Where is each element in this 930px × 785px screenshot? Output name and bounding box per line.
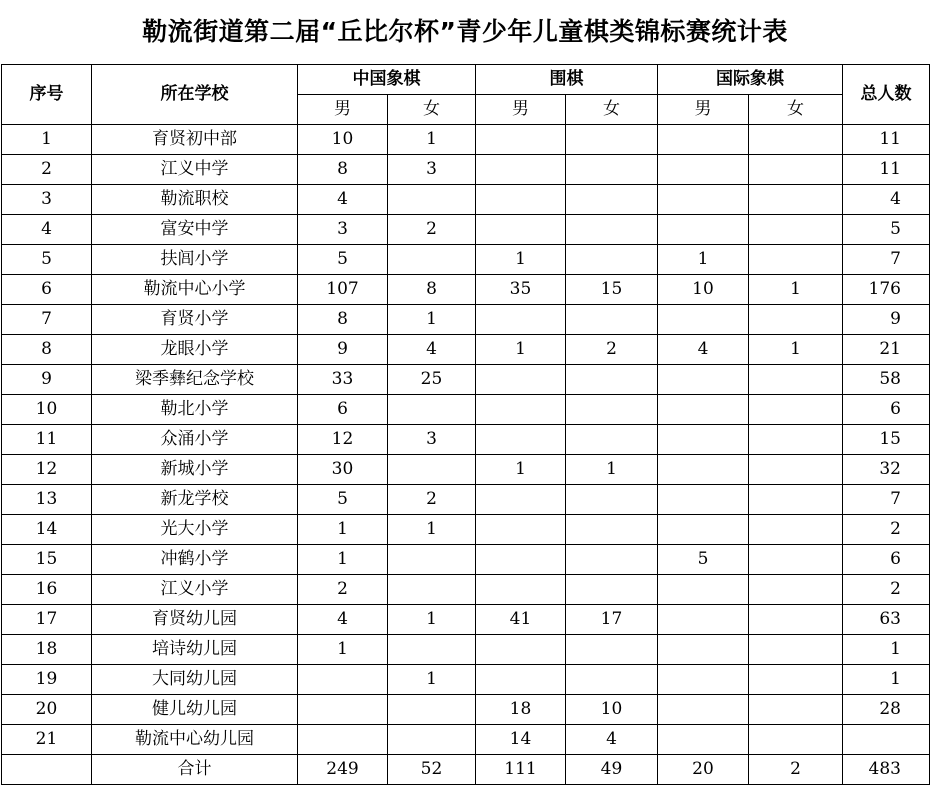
cell-weiqi-male	[476, 425, 566, 455]
summary-label: 合计	[92, 755, 298, 785]
summary-chess-male: 20	[658, 755, 749, 785]
cell-school: 健儿幼儿园	[92, 695, 298, 725]
cell-total: 58	[843, 365, 930, 395]
cell-chess-male	[658, 575, 749, 605]
cell-no: 8	[2, 335, 92, 365]
cell-weiqi-female	[566, 515, 658, 545]
cell-chess-female	[749, 425, 843, 455]
cell-school: 大同幼儿园	[92, 665, 298, 695]
cell-chess-male	[658, 155, 749, 185]
table-row	[2, 575, 930, 605]
cell-chess-male	[658, 485, 749, 515]
table-row	[2, 395, 930, 425]
cell-weiqi-female	[566, 425, 658, 455]
header-xiangqi-male: 男	[298, 95, 388, 125]
cell-weiqi-female	[566, 635, 658, 665]
cell-no: 16	[2, 575, 92, 605]
cell-chess-male	[658, 635, 749, 665]
cell-total: 11	[843, 125, 930, 155]
cell-weiqi-male	[476, 185, 566, 215]
cell-no: 21	[2, 725, 92, 755]
header-weiqi-male: 男	[476, 95, 566, 125]
cell-xiangqi-male: 1	[298, 635, 388, 665]
cell-school: 江义中学	[92, 155, 298, 185]
cell-xiangqi-male: 1	[298, 545, 388, 575]
summary-xiangqi-male: 249	[298, 755, 388, 785]
cell-chess-male: 5	[658, 545, 749, 575]
cell-no: 20	[2, 695, 92, 725]
cell-weiqi-female	[566, 545, 658, 575]
summary-weiqi-female: 49	[566, 755, 658, 785]
table-row	[2, 605, 930, 635]
cell-chess-male	[658, 695, 749, 725]
cell-no: 4	[2, 215, 92, 245]
cell-no: 1	[2, 125, 92, 155]
cell-xiangqi-male: 1	[298, 515, 388, 545]
cell-weiqi-female: 4	[566, 725, 658, 755]
table-row	[2, 425, 930, 455]
cell-chess-male	[658, 215, 749, 245]
cell-no: 10	[2, 395, 92, 425]
cell-xiangqi-male: 4	[298, 605, 388, 635]
cell-chess-female: 1	[749, 335, 843, 365]
cell-no: 11	[2, 425, 92, 455]
page-title: 勒流街道第二届“丘比尔杯”青少年儿童棋类锦标赛统计表	[142, 17, 788, 46]
cell-total: 11	[843, 155, 930, 185]
cell-chess-female	[749, 125, 843, 155]
cell-chess-male	[658, 515, 749, 545]
cell-xiangqi-female: 1	[388, 665, 476, 695]
cell-no: 12	[2, 455, 92, 485]
cell-no: 15	[2, 545, 92, 575]
cell-xiangqi-male: 5	[298, 485, 388, 515]
cell-chess-male: 4	[658, 335, 749, 365]
table-row	[2, 155, 930, 185]
cell-school: 培诗幼儿园	[92, 635, 298, 665]
summary-no	[2, 755, 92, 785]
header-weiqi-female: 女	[566, 95, 658, 125]
cell-chess-female: 1	[749, 275, 843, 305]
cell-school: 江义小学	[92, 575, 298, 605]
table-row	[2, 725, 930, 755]
cell-weiqi-male: 1	[476, 455, 566, 485]
table-row	[2, 485, 930, 515]
cell-weiqi-female: 2	[566, 335, 658, 365]
table-row	[2, 275, 930, 305]
cell-xiangqi-female: 1	[388, 125, 476, 155]
cell-chess-female	[749, 515, 843, 545]
summary-chess-female: 2	[749, 755, 843, 785]
cell-no: 14	[2, 515, 92, 545]
cell-xiangqi-male: 5	[298, 245, 388, 275]
cell-weiqi-female	[566, 125, 658, 155]
cell-school: 育贤小学	[92, 305, 298, 335]
cell-weiqi-female	[566, 575, 658, 605]
cell-xiangqi-male: 4	[298, 185, 388, 215]
cell-school: 育贤幼儿园	[92, 605, 298, 635]
cell-weiqi-female: 1	[566, 455, 658, 485]
cell-school: 龙眼小学	[92, 335, 298, 365]
cell-chess-male	[658, 425, 749, 455]
cell-school: 育贤初中部	[92, 125, 298, 155]
header-chess-male: 男	[658, 95, 749, 125]
cell-xiangqi-female: 1	[388, 515, 476, 545]
table-row	[2, 545, 930, 575]
summary-xiangqi-female: 52	[388, 755, 476, 785]
cell-xiangqi-male: 9	[298, 335, 388, 365]
cell-weiqi-male: 1	[476, 245, 566, 275]
cell-xiangqi-male: 6	[298, 395, 388, 425]
cell-xiangqi-male: 3	[298, 215, 388, 245]
cell-xiangqi-male: 8	[298, 155, 388, 185]
header-no: 序号	[2, 65, 92, 125]
cell-xiangqi-male: 107	[298, 275, 388, 305]
cell-school: 勒北小学	[92, 395, 298, 425]
cell-xiangqi-female	[388, 395, 476, 425]
table-row	[2, 365, 930, 395]
cell-school: 众涌小学	[92, 425, 298, 455]
cell-xiangqi-male: 10	[298, 125, 388, 155]
cell-school: 勒流职校	[92, 185, 298, 215]
stats-table	[1, 64, 930, 785]
cell-xiangqi-female	[388, 545, 476, 575]
cell-weiqi-male	[476, 155, 566, 185]
cell-school: 冲鹤小学	[92, 545, 298, 575]
cell-weiqi-male: 41	[476, 605, 566, 635]
cell-weiqi-female: 17	[566, 605, 658, 635]
cell-chess-female	[749, 605, 843, 635]
cell-xiangqi-female: 4	[388, 335, 476, 365]
cell-school: 新龙学校	[92, 485, 298, 515]
cell-total: 6	[843, 395, 930, 425]
cell-weiqi-female: 15	[566, 275, 658, 305]
cell-xiangqi-female: 3	[388, 155, 476, 185]
cell-school: 光大小学	[92, 515, 298, 545]
cell-xiangqi-male	[298, 665, 388, 695]
cell-total: 2	[843, 575, 930, 605]
cell-chess-female	[749, 635, 843, 665]
cell-weiqi-female	[566, 485, 658, 515]
table-row	[2, 335, 930, 365]
cell-xiangqi-female	[388, 695, 476, 725]
cell-xiangqi-female: 1	[388, 305, 476, 335]
cell-school: 新城小学	[92, 455, 298, 485]
cell-chess-female	[749, 185, 843, 215]
cell-chess-female	[749, 215, 843, 245]
cell-total: 63	[843, 605, 930, 635]
cell-total: 15	[843, 425, 930, 455]
cell-school: 扶闾小学	[92, 245, 298, 275]
summary-total: 483	[843, 755, 930, 785]
table-row	[2, 215, 930, 245]
cell-weiqi-male	[476, 215, 566, 245]
cell-total: 5	[843, 215, 930, 245]
cell-xiangqi-female: 25	[388, 365, 476, 395]
cell-weiqi-female	[566, 305, 658, 335]
cell-xiangqi-female	[388, 575, 476, 605]
cell-chess-female	[749, 545, 843, 575]
cell-chess-male	[658, 665, 749, 695]
cell-xiangqi-female	[388, 455, 476, 485]
summary-weiqi-male: 111	[476, 755, 566, 785]
cell-total: 1	[843, 665, 930, 695]
table-row	[2, 125, 930, 155]
cell-no: 19	[2, 665, 92, 695]
cell-no: 5	[2, 245, 92, 275]
cell-no: 17	[2, 605, 92, 635]
cell-weiqi-male	[476, 635, 566, 665]
cell-weiqi-female	[566, 185, 658, 215]
cell-chess-male	[658, 395, 749, 425]
table-row	[2, 185, 930, 215]
cell-xiangqi-female	[388, 635, 476, 665]
header-xiangqi: 中国象棋	[298, 65, 476, 95]
cell-weiqi-female	[566, 155, 658, 185]
cell-chess-female	[749, 395, 843, 425]
cell-no: 3	[2, 185, 92, 215]
cell-weiqi-female: 10	[566, 695, 658, 725]
cell-school: 勒流中心幼儿园	[92, 725, 298, 755]
cell-xiangqi-female: 8	[388, 275, 476, 305]
table-row	[2, 695, 930, 725]
cell-school: 梁季彝纪念学校	[92, 365, 298, 395]
cell-xiangqi-male: 33	[298, 365, 388, 395]
cell-total: 6	[843, 545, 930, 575]
cell-chess-female	[749, 365, 843, 395]
cell-chess-female	[749, 725, 843, 755]
table-row	[2, 305, 930, 335]
cell-total: 28	[843, 695, 930, 725]
cell-weiqi-male	[476, 545, 566, 575]
cell-xiangqi-female: 3	[388, 425, 476, 455]
cell-xiangqi-male: 2	[298, 575, 388, 605]
header-total: 总人数	[843, 65, 930, 125]
cell-weiqi-male	[476, 305, 566, 335]
cell-total: 7	[843, 245, 930, 275]
cell-no: 18	[2, 635, 92, 665]
header-chess: 国际象棋	[658, 65, 843, 95]
cell-total	[843, 725, 930, 755]
cell-chess-male	[658, 185, 749, 215]
cell-chess-male	[658, 725, 749, 755]
cell-weiqi-female	[566, 365, 658, 395]
cell-chess-male: 10	[658, 275, 749, 305]
cell-xiangqi-female: 2	[388, 485, 476, 515]
header-weiqi: 围棋	[476, 65, 658, 95]
cell-chess-male: 1	[658, 245, 749, 275]
cell-chess-female	[749, 485, 843, 515]
cell-total: 2	[843, 515, 930, 545]
cell-weiqi-female	[566, 395, 658, 425]
summary-row	[2, 755, 930, 785]
cell-xiangqi-female	[388, 725, 476, 755]
cell-weiqi-male: 18	[476, 695, 566, 725]
table-row	[2, 245, 930, 275]
cell-weiqi-male	[476, 575, 566, 605]
cell-weiqi-male	[476, 365, 566, 395]
cell-xiangqi-female: 1	[388, 605, 476, 635]
cell-xiangqi-female: 2	[388, 215, 476, 245]
cell-total: 32	[843, 455, 930, 485]
cell-weiqi-male	[476, 515, 566, 545]
cell-weiqi-male	[476, 125, 566, 155]
cell-weiqi-female	[566, 215, 658, 245]
cell-weiqi-male: 1	[476, 335, 566, 365]
cell-chess-female	[749, 245, 843, 275]
table-row	[2, 515, 930, 545]
cell-no: 6	[2, 275, 92, 305]
cell-weiqi-male: 14	[476, 725, 566, 755]
table-row	[2, 455, 930, 485]
cell-chess-male	[658, 305, 749, 335]
cell-chess-male	[658, 455, 749, 485]
cell-weiqi-female	[566, 665, 658, 695]
cell-total: 176	[843, 275, 930, 305]
cell-total: 9	[843, 305, 930, 335]
table-row	[2, 665, 930, 695]
cell-weiqi-male	[476, 485, 566, 515]
cell-chess-female	[749, 695, 843, 725]
cell-xiangqi-female	[388, 185, 476, 215]
cell-total: 4	[843, 185, 930, 215]
cell-total: 7	[843, 485, 930, 515]
cell-no: 13	[2, 485, 92, 515]
cell-weiqi-female	[566, 245, 658, 275]
cell-total: 21	[843, 335, 930, 365]
table-body	[2, 125, 930, 755]
cell-no: 9	[2, 365, 92, 395]
cell-chess-female	[749, 455, 843, 485]
cell-chess-male	[658, 365, 749, 395]
table-row	[2, 635, 930, 665]
cell-xiangqi-male: 12	[298, 425, 388, 455]
header-school: 所在学校	[92, 65, 298, 125]
cell-no: 2	[2, 155, 92, 185]
cell-weiqi-male: 35	[476, 275, 566, 305]
cell-xiangqi-male: 30	[298, 455, 388, 485]
cell-school: 富安中学	[92, 215, 298, 245]
header-chess-female: 女	[749, 95, 843, 125]
cell-total: 1	[843, 635, 930, 665]
cell-chess-female	[749, 305, 843, 335]
header-row-1	[2, 65, 930, 95]
cell-xiangqi-male	[298, 695, 388, 725]
cell-weiqi-male	[476, 395, 566, 425]
cell-weiqi-male	[476, 665, 566, 695]
cell-chess-female	[749, 575, 843, 605]
cell-no: 7	[2, 305, 92, 335]
cell-school: 勒流中心小学	[92, 275, 298, 305]
cell-chess-male	[658, 605, 749, 635]
cell-chess-female	[749, 665, 843, 695]
header-xiangqi-female: 女	[388, 95, 476, 125]
cell-chess-male	[658, 125, 749, 155]
cell-chess-female	[749, 155, 843, 185]
cell-xiangqi-male: 8	[298, 305, 388, 335]
cell-xiangqi-male	[298, 725, 388, 755]
cell-xiangqi-female	[388, 245, 476, 275]
